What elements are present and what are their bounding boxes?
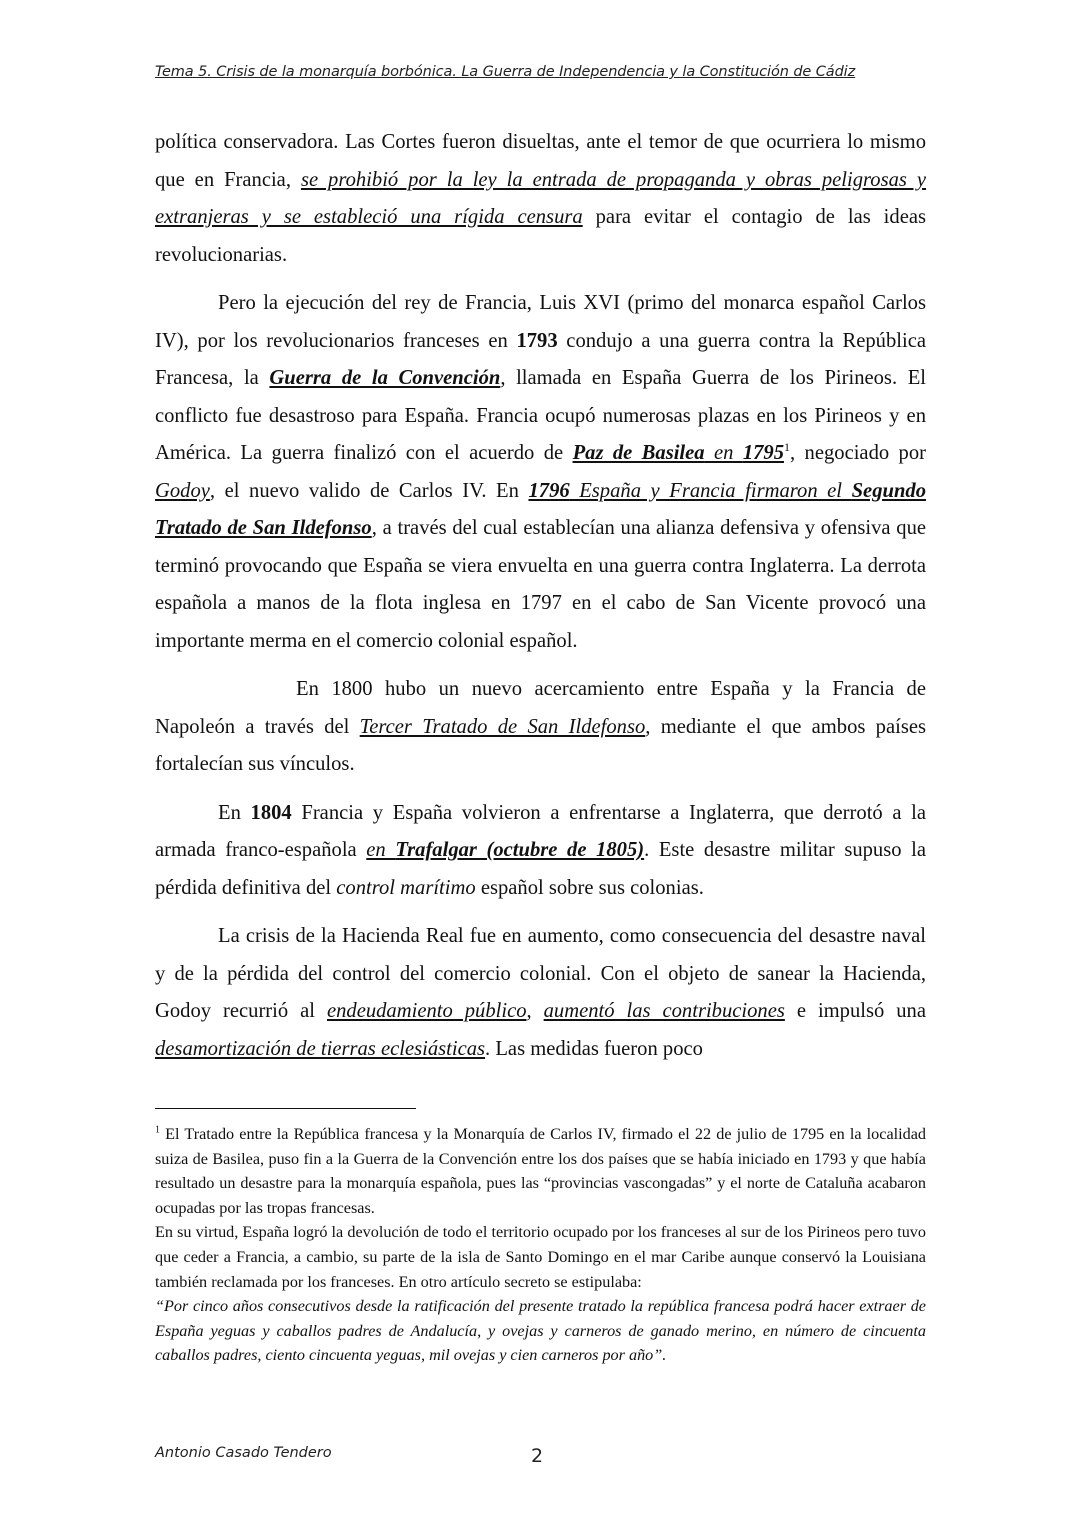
main-text (155, 124, 926, 1079)
footnote-paragraph-1 (155, 1122, 926, 1220)
running-header: Tema 5. Crisis de la monarquía borbónica. La Guerra de Independencia y la Constitución de Cádiz (155, 64, 856, 80)
italic-term: control marítimo (336, 876, 476, 899)
footnote-1 (155, 1122, 926, 1368)
segundo-tratado-term: Segundo Tratado de San Ildefonso (155, 479, 926, 539)
text-run: , llamada en España Guerra de los Pirineos. El conflicto fue desastroso para España. Francia ocupó numerosas plazas en los Pirineos y en América. La guerra finalizó con el acuerdo de (155, 367, 927, 464)
underlined-phrase: endeudamiento público (326, 1000, 527, 1022)
text-run: . Las medidas fueron poco (485, 1037, 703, 1060)
footnote-mark: 1 (155, 1124, 160, 1136)
bold-year: 1796 (528, 479, 570, 502)
paragraph-1 (155, 124, 926, 274)
footnote-quote: “Por cinco años consecutivos desde la ratificación del presente tratado la república francesa podrá hacer extraer de España yeguas y caballos padres de Andalucía, y ovejas y carneros de ganado merino, en número de cincuenta caballos padres, ciento cincuenta yeguas, mil ovejas y cien carneros por año”. (155, 1297, 926, 1365)
text-run: , el nuevo valido de Carlos IV. En (209, 479, 529, 502)
underlined-phrase: aumentó las contribuciones (543, 1000, 785, 1022)
text-run: , (526, 1000, 544, 1022)
underlined-phrase: en (704, 442, 743, 464)
paz-basilea-term: Paz de Basilea (572, 442, 705, 464)
godoy-term: Godoy (155, 479, 210, 502)
text-run: , mediante el que ambos países fortalecían sus vínculos. (155, 715, 926, 775)
page-number: 2 (531, 1445, 544, 1467)
bold-year: 1795 (742, 442, 784, 464)
text-run: La crisis de la Hacienda Real fue en aumento, como consecuencia del desastre naval y de la pérdida del control del comercio colonial. Con el objeto de sanear la Hacienda, Godoy recurrió al (155, 925, 926, 1022)
text-run: , a través del cual establecían una alianza defensiva y ofensiva que terminó provocando que España se viera envuelta en una guerra contra Inglaterra. La derrota española a manos de la flota inglesa en 1797 en el cabo de San Vicente provocó una importante merma en el comercio colonial español. (155, 517, 926, 652)
underlined-phrase: desamortización de tierras eclesiásticas (155, 1037, 486, 1060)
footnote-separator (155, 1108, 416, 1109)
footnote-paragraph-2 (155, 1220, 926, 1294)
text-run: En 1800 hubo un nuevo acercamiento entre España y la Francia de Napoleón a través del (155, 678, 926, 738)
text-run: En (218, 801, 251, 824)
bold-year: 1793 (516, 329, 558, 352)
paragraph-3 (155, 671, 926, 784)
paragraph-2 (155, 285, 926, 660)
text-run: Pero la ejecución del rey de Francia, Luis XVI (primo del monarca español Carlos IV), por los revolucionarios franceses en (155, 292, 926, 352)
text-run: política conservadora. Las Cortes fueron disueltas, ante el temor de que ocurriera lo mismo que en Francia, (155, 131, 926, 191)
text-run: , negociado por (790, 442, 927, 464)
text-run: español sobre sus colonias. (475, 876, 704, 899)
underlined-phrase: España y Francia firmaron el (569, 479, 852, 502)
text-run: condujo a una guerra contra la República Francesa, la (155, 329, 926, 389)
footnote-reference: 1 (784, 440, 790, 455)
text-run: e impulsó una (784, 1000, 926, 1022)
paragraph-5 (155, 918, 926, 1068)
footnote-text: En su virtud, España logró la devolución de todo el territorio ocupado por los franceses al sur de los Pirineos pero tuvo que ceder a Francia, a cambio, su parte de la isla de Santo Domingo en el mar Caribe aunque conservó la Louisiana también reclamada por los franceses. En otro artículo secreto se estipulaba: (155, 1223, 926, 1291)
text-run: para evitar el contagio de las ideas revolucionarias. (155, 206, 926, 266)
trafalgar-term: Trafalgar (octubre de 1805) (395, 839, 645, 861)
tercer-tratado-term: Tercer Tratado de San Ildefonso (359, 715, 646, 738)
bold-year: 1804 (250, 801, 292, 824)
underlined-phrase: en (366, 839, 396, 861)
text-run: Francia y España volvieron a enfrentarse a Inglaterra, que derrotó a la armada franco-española (155, 801, 927, 861)
footer-author: Antonio Casado Tendero (155, 1445, 332, 1461)
text-run: . Este desastre militar supuso la pérdida definitiva del (155, 839, 926, 899)
paragraph-4 (155, 795, 926, 908)
guerra-convencion-term: Guerra de la Convención (269, 367, 501, 389)
footnote-text: El Tratado entre la República francesa y la Monarquía de Carlos IV, firmado el 22 de julio de 1795 en la localidad suiza de Basilea, puso fin a la Guerra de la Convención entre los dos países que se había iniciado en 1793 y que había resultado un desastre para la monarquía española, pues las “provincias vascongadas” y el norte de Cataluña acabaron ocupadas por las tropas francesas. (155, 1125, 926, 1217)
underlined-phrase: se prohibió por la ley la entrada de propaganda y obras peligrosas y extranjeras y se estableció una rígida censura (155, 168, 926, 228)
